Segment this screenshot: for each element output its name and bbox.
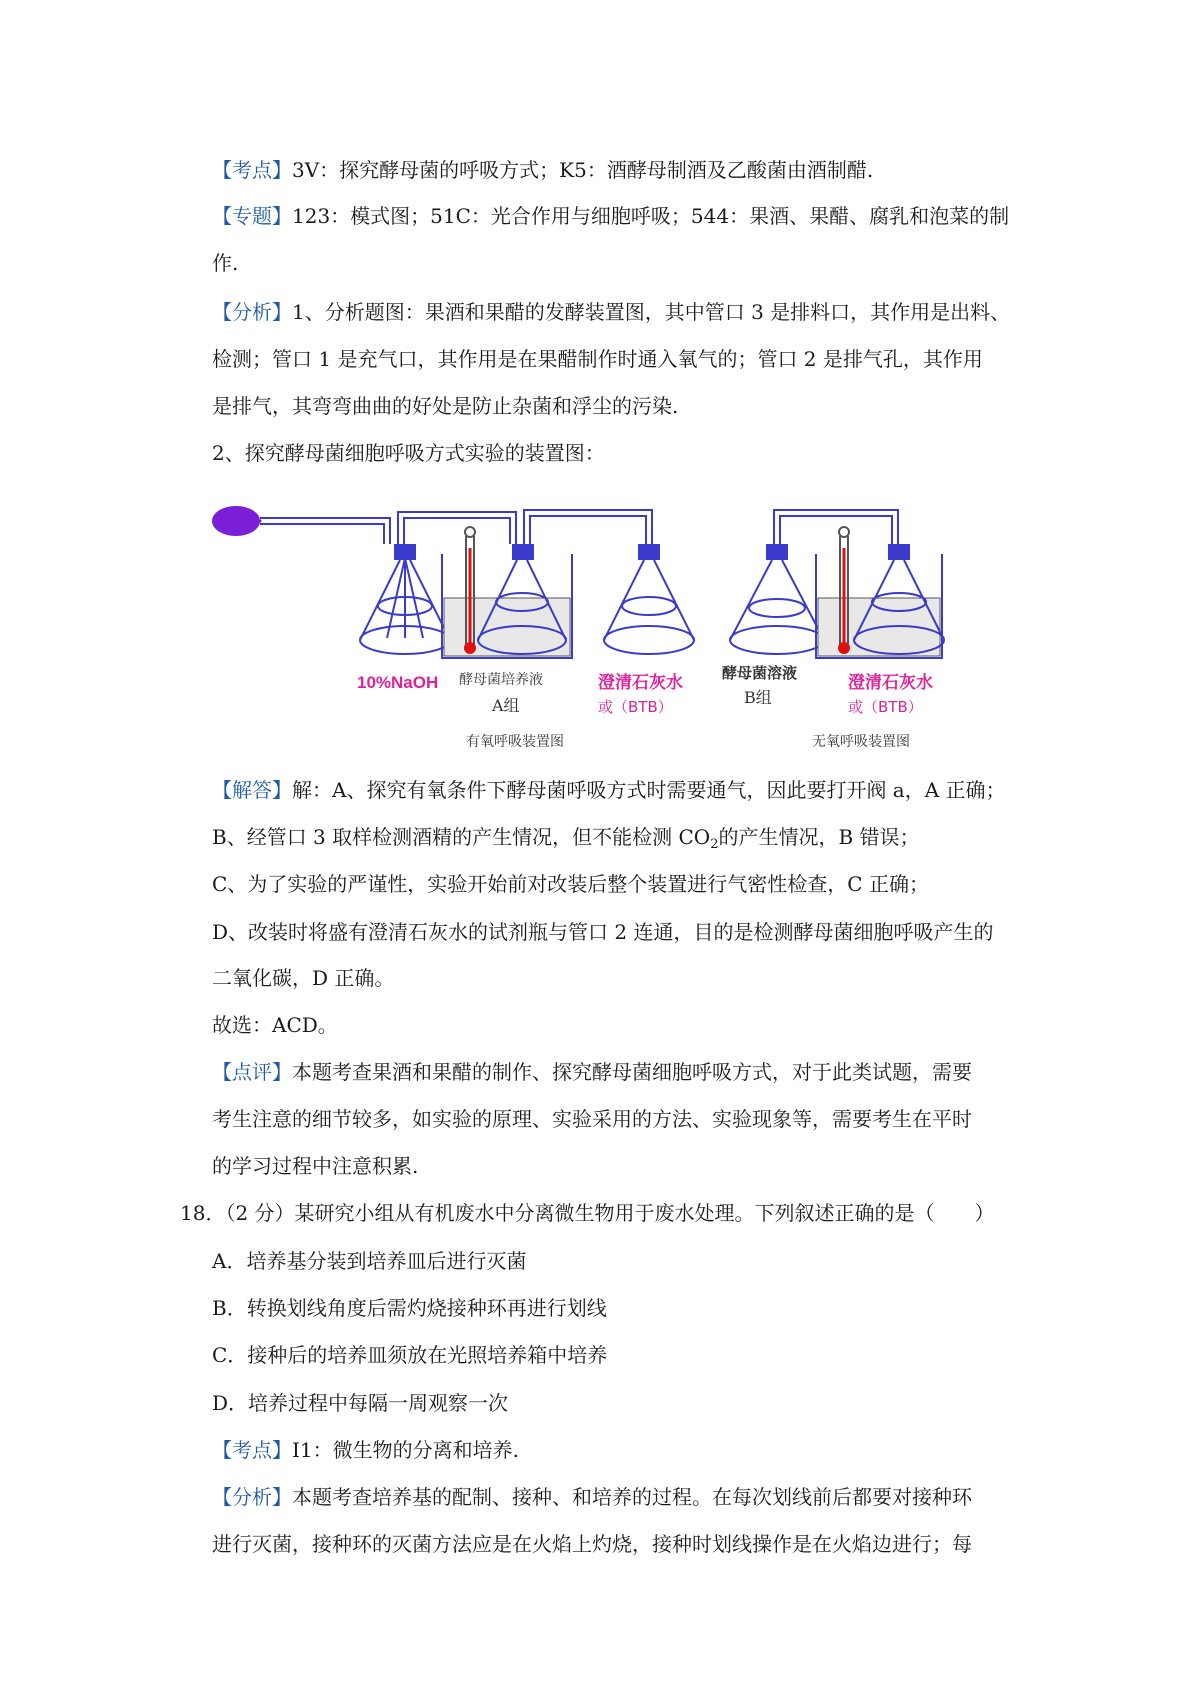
label-culture: 酵母菌培养液	[459, 672, 543, 688]
dianping-line-2: 考生注意的细节较多，如实验的原理、实验采用的方法、实验现象等，需要考生在平时	[212, 1107, 972, 1131]
caption-aerobic: 有氧呼吸装置图	[466, 734, 564, 750]
option-a: A．培养基分装到培养皿后进行灭菌	[212, 1249, 527, 1273]
label-group-b: B组	[744, 688, 772, 707]
tube-1	[398, 512, 516, 544]
jieda-line-4: D、改装时将盛有澄清石灰水的试剂瓶与管口 2 连通，目的是检测酵母菌细胞呼吸产生的	[212, 920, 994, 944]
fenxi-line	[212, 300, 1010, 324]
option-c: C．接种后的培养皿须放在光照培养箱中培养	[212, 1343, 608, 1367]
fenxi-tag: 【分析】	[212, 300, 292, 324]
label-naoh: 10%NaOH	[357, 673, 439, 692]
fenxi-2-line-2: 进行灭菌，接种环的灭菌方法应是在火焰上灼烧，接种时划线操作是在火焰边进行；每	[212, 1532, 972, 1556]
flask-limewater-1	[604, 560, 694, 654]
fenxi-2-text: 本题考查培养基的配制、接种、和培养的过程。在每次划线前后都要对接种环	[292, 1485, 972, 1509]
jieda-line-2b: 的产生情况，B 错误；	[718, 825, 920, 849]
dianping-text: 本题考查果酒和果醋的制作、探究酵母菌细胞呼吸方式，对于此类试题，需要	[292, 1060, 972, 1084]
jieda-text: 解：A、探究有氧条件下酵母菌呼吸方式时需要通气，因此要打开阀 a，A 正确；	[292, 778, 1006, 802]
beaker-a	[442, 527, 572, 658]
jieda-line-3: C、为了实验的严谨性，实验开始前对改装后整个装置进行气密性检查，C 正确；	[212, 872, 929, 896]
beaker-b	[816, 527, 942, 658]
co2-subscript: 2	[710, 837, 719, 852]
zhuanti-line	[212, 204, 1009, 228]
label-btb-2: 或（BTB）	[848, 698, 923, 716]
fenxi-line-2: 检测；管口 1 是充气口，其作用是在果醋制作时通入氧气的；管口 2 是排气孔，其作用	[212, 347, 983, 371]
jieda-line-6: 故选：ACD。	[212, 1013, 338, 1037]
label-solution: 酵母菌溶液	[722, 664, 798, 682]
fenxi-2-line	[212, 1485, 972, 1509]
kaodian-2-line	[212, 1438, 519, 1462]
fenxi-line-3: 是排气，其弯弯曲曲的好处是防止杂菌和浮尘的污染.	[212, 394, 679, 418]
zhuanti-line-2: 作.	[212, 251, 239, 275]
dianping-line	[212, 1060, 972, 1084]
flask-naoh	[360, 558, 450, 654]
zhuanti-tag: 【专题】	[212, 204, 292, 228]
kaodian-line	[212, 158, 873, 182]
dianping-tag: 【点评】	[212, 1060, 292, 1084]
caption-anaerobic: 无氧呼吸装置图	[812, 734, 910, 750]
jieda-line-2a: B、经管口 3 取样检测酒精的产生情况，但不能检测 CO	[212, 825, 711, 849]
jieda-line	[212, 778, 1006, 802]
fenxi-2-tag: 【分析】	[212, 1485, 292, 1509]
option-d: D．培养过程中每隔一周观察一次	[212, 1391, 509, 1415]
label-limewater-2: 澄清石灰水	[848, 673, 933, 693]
label-btb-1: 或（BTB）	[598, 698, 673, 716]
kaodian-text: 3V：探究酵母菌的呼吸方式；K5：酒酵母制酒及乙酸菌由酒制醋.	[292, 158, 874, 182]
jieda-line-2	[212, 825, 920, 857]
label-limewater-1: 澄清石灰水	[598, 673, 683, 693]
dianping-line-3: 的学习过程中注意积累.	[212, 1154, 419, 1178]
jieda-tag: 【解答】	[212, 778, 292, 802]
fenxi-text: 1、分析题图：果酒和果醋的发酵装置图，其中管口 3 是排料口，其作用是出料、	[292, 300, 1011, 324]
kaodian-2-text: I1：微生物的分离和培养.	[292, 1438, 519, 1462]
zhuanti-text: 123：模式图；51C：光合作用与细胞呼吸；544：果酒、果醋、腐乳和泡菜的制	[292, 204, 1010, 228]
flask-b	[730, 560, 824, 654]
apparatus-figure	[212, 488, 1032, 760]
question-18-stem: 18．（2 分）某研究小组从有机废水中分离微生物用于废水处理。下列叙述正确的是（ ）	[180, 1201, 995, 1225]
fenxi-line-4: 2、探究酵母菌细胞呼吸方式实验的装置图：	[212, 441, 605, 465]
kaodian-tag: 【考点】	[212, 158, 292, 182]
option-b: B．转换划线角度后需灼烧接种环再进行划线	[212, 1296, 607, 1320]
label-group-a: A组	[492, 696, 520, 715]
air-pump-bulb	[212, 506, 260, 536]
jieda-line-5: 二氧化碳，D 正确。	[212, 966, 395, 990]
kaodian-2-tag: 【考点】	[212, 1438, 292, 1462]
tube-pump	[260, 518, 390, 544]
